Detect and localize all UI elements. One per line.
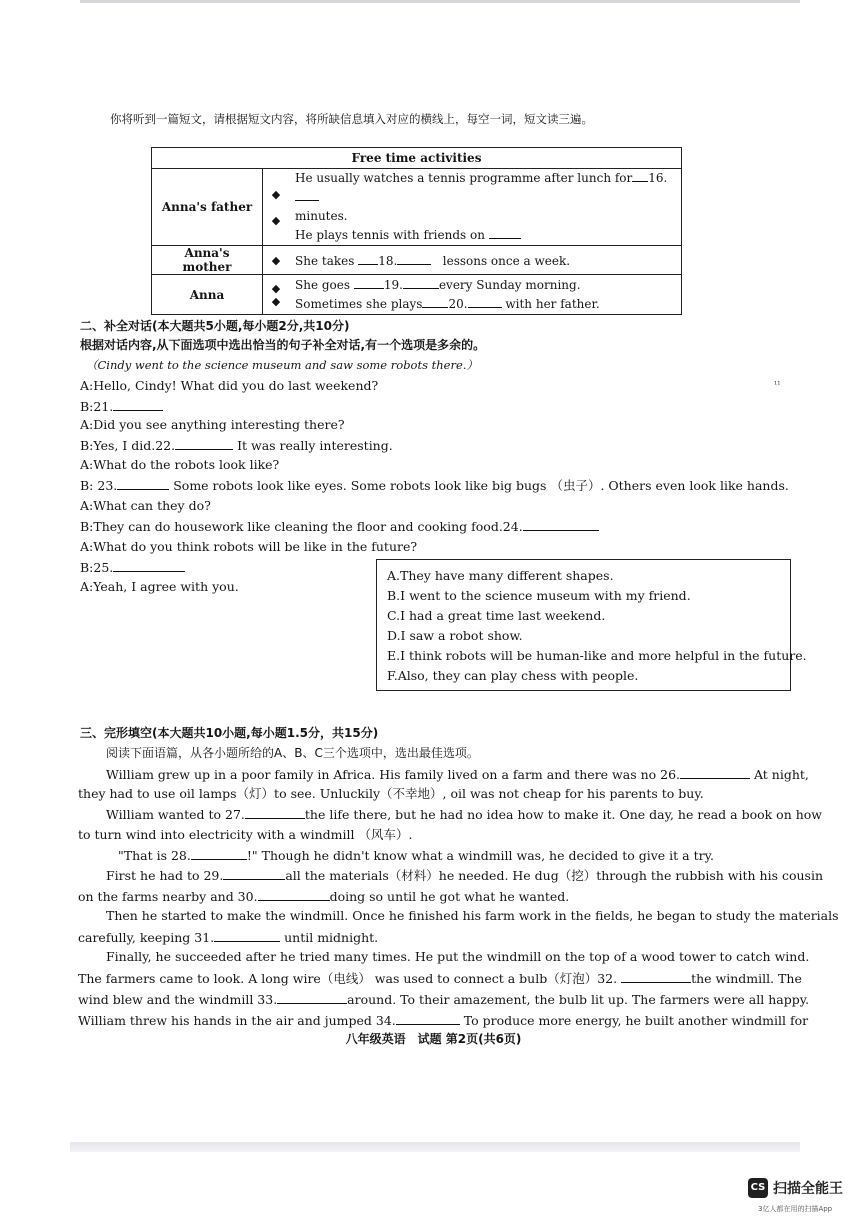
- blank-16: 16.: [648, 171, 668, 185]
- dialogue-line: A:What do you think robots will be like in the future?: [80, 539, 418, 554]
- blank-22: [175, 437, 233, 450]
- section3-instruction: 阅读下面语篇，从各小题所给的A、B、C三个选项中，选出最佳选项。: [106, 746, 479, 760]
- option-a: A.They have many different shapes.: [387, 568, 614, 583]
- passage-line: carefully, keeping 31. until midnight.: [78, 930, 379, 945]
- row-label-anna: Anna: [152, 275, 263, 315]
- passage-line: Finally, he succeeded after he tried many times. He put the windmill on the top of a wood tower to catch wind.: [106, 949, 810, 964]
- mother-cell: She takes 18. lessons once a week.: [289, 246, 682, 275]
- section2-instruction: 根据对话内容,从下面选项中选出恰当的句子补全对话,有一个选项是多余的。: [80, 338, 486, 352]
- blank-23: [117, 477, 169, 490]
- blank-20: 20.: [448, 296, 468, 311]
- bullet-icon: ◆: [263, 246, 290, 275]
- passage-line: Then he started to make the windmill. Once he finished his farm work in the fields, he began to study the materials: [106, 908, 839, 923]
- row-label-mother: Anna's mother: [152, 246, 263, 275]
- blank-30: [258, 888, 330, 901]
- dialogue-context: （Cindy went to the science museum and saw some robots there.）: [86, 358, 478, 372]
- listening-instruction: 你将听到一篇短文，请根据短文内容，将所缺信息填入对应的横线上，每空一词，短文读三遍。: [110, 112, 593, 126]
- blank-29: [223, 867, 285, 880]
- blank-24: [523, 518, 599, 531]
- page-footer: 八年级英语 试题 第2页(共6页): [345, 1032, 522, 1046]
- passage-line: William threw his hands in the air and jumped 34. To produce more energy, he built another windmill for: [78, 1013, 809, 1028]
- blank-32: [621, 970, 691, 983]
- father-cell: He usually watches a tennis programme after lunch for 16. minutes. He plays tennis with friends on: [289, 169, 682, 246]
- dialogue-line: B:Yes, I did.22. It was really interesting.: [80, 438, 393, 453]
- option-c: C.I had a great time last weekend.: [387, 608, 606, 623]
- section2-heading: 二、补全对话(本大题共5小题,每小题2分,共10分): [80, 319, 350, 333]
- stray-mark: ¹¹: [774, 380, 781, 389]
- blank-34: [396, 1012, 460, 1025]
- passage-line: wind blew and the windmill 33. around. To their amazement, the bulb lit up. The farmers were all happy.: [78, 992, 810, 1007]
- row-label-father: Anna's father: [152, 169, 263, 246]
- scanner-app-name: 扫描全能王: [773, 1181, 843, 1197]
- blank-28: [191, 847, 247, 860]
- blank-31: [214, 929, 280, 942]
- passage-line: to turn wind into electricity with a windmill （风车）.: [78, 827, 413, 842]
- dialogue-line: A:What can they do?: [80, 498, 211, 513]
- dialogue-line: B:21.: [80, 398, 163, 415]
- blank-33: [277, 991, 347, 1004]
- dialogue-line: A:Did you see anything interesting there?: [80, 417, 345, 432]
- bullet-icon: ◆ ◆: [263, 169, 290, 246]
- passage-line: William wanted to 27. the life there, but he had no idea how to make it. One day, he read a book on how: [106, 807, 822, 822]
- scan-edge-top: [80, 0, 800, 3]
- passage-line: on the farms nearby and 30. doing so until he got what he wanted.: [78, 889, 570, 904]
- scanner-tagline: 3亿人都在用的扫描App: [758, 1205, 833, 1213]
- dialogue-line: B:25.: [80, 559, 185, 576]
- option-d: D.I saw a robot show.: [387, 628, 523, 643]
- option-e: E.I think robots will be human-like and more helpful in the future.: [387, 648, 807, 663]
- blank-25: [113, 559, 185, 572]
- options-box: [376, 559, 807, 691]
- passage-line: The farmers came to look. A long wire（电线） was used to connect a bulb（灯泡）32. the windmill. The: [78, 971, 802, 986]
- section3-heading: 三、完形填空(本大题共10小题,每小题1.5分，共15分): [80, 726, 379, 740]
- scan-edge-bottom: [70, 1142, 800, 1152]
- blank-27: [245, 806, 305, 819]
- passage-line: "That is 28. !" Though he didn't know what a windmill was, he decided to give it a try.: [118, 848, 714, 863]
- anna-cell: She goes 19. every Sunday morning. Sometimes she plays 20. with her father.: [289, 275, 682, 315]
- passage-line: First he had to 29. all the materials（材料）he needed. He dug（挖）through the rubbish with his cousin: [106, 868, 824, 883]
- blank-18: 18.: [378, 254, 398, 268]
- blank-21: [113, 398, 163, 411]
- passage-line: William grew up in a poor family in Africa. His family lived on a farm and there was no 26. At night,: [106, 767, 809, 782]
- dialogue-line: B:They can do housework like cleaning the floor and cooking food.24.: [80, 518, 599, 535]
- option-f: F.Also, they can play chess with people.: [387, 668, 639, 683]
- dialogue-line: A:Hello, Cindy! What did you do last weekend?: [80, 378, 379, 393]
- blank-26: [680, 766, 750, 779]
- table-title: Free time activities: [152, 148, 682, 169]
- dialogue-line: A:Yeah, I agree with you.: [80, 579, 239, 594]
- free-time-table: [151, 147, 682, 315]
- passage-line: they had to use oil lamps（灯）to see. Unluckily（不幸地）, oil was not cheap for his parents to buy.: [78, 786, 704, 801]
- scanner-logo-icon: CS: [748, 1178, 768, 1198]
- bullet-icon: ◆ ◆: [263, 275, 290, 315]
- dialogue-line: B: 23. Some robots look like eyes. Some robots look like big bugs （虫子）. Others even look like hands.: [80, 478, 789, 493]
- option-b: B.I went to the science museum with my friend.: [387, 588, 691, 603]
- blank-19: 19.: [383, 277, 403, 292]
- dialogue-line: A:What do the robots look like?: [80, 457, 280, 472]
